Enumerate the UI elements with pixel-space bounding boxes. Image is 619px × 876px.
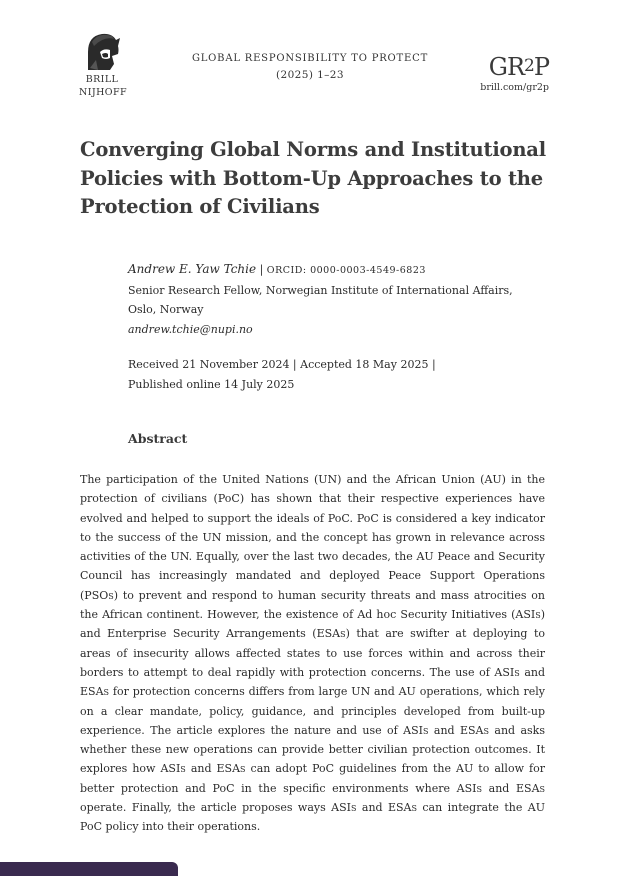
orcid-label: ORCID: xyxy=(266,265,307,276)
abstract-text: and xyxy=(428,723,460,737)
abstract-text: can adopt PoC guidelines from the AU to allow for better protection and PoC in the specific environments where xyxy=(80,762,545,795)
abbr-asi: ASIs xyxy=(515,608,541,622)
abstract-text: and asks whether these new operations can provide better civilian protection outcomes. It explores how xyxy=(80,723,545,776)
abstract-text: can integrate the AU PoC policy into their operations. xyxy=(80,801,545,834)
abbr-pso: PSOs xyxy=(84,588,114,602)
dates-line1: Received 21 November 2024 | Accepted 18 May 2025 | xyxy=(128,358,436,371)
abbr-esa: ESAs xyxy=(80,685,109,699)
abbr-asi: ASIs xyxy=(160,762,186,776)
author-line xyxy=(128,260,528,281)
abstract-text: and xyxy=(519,665,546,679)
journal-logo xyxy=(480,53,549,93)
abstract-body xyxy=(80,470,545,837)
abstract-text: ) to prevent and respond to human security threats and mass atrocities on the African continent. However, the existence of Ad hoc Security Initiatives ( xyxy=(80,588,545,622)
logo-text: GR xyxy=(488,53,525,81)
abstract-text: operate. Finally, the article proposes ways xyxy=(80,801,332,815)
logo-sup: 2 xyxy=(524,56,534,76)
orcid-id[interactable]: 0000-0003-4549-6823 xyxy=(310,265,426,276)
author-email[interactable]: andrew.tchie@nupi.no xyxy=(128,322,253,336)
abstract-heading: Abstract xyxy=(128,431,188,446)
journal-issue: (2025) 1–23 xyxy=(276,69,344,81)
journal-logo-mark xyxy=(489,53,549,80)
journal-name: GLOBAL RESPONSIBILITY TO PROTECT xyxy=(191,53,429,64)
abbr-asi: ASIs xyxy=(331,801,357,815)
journal-header xyxy=(150,51,470,83)
abbr-esa: ESAs xyxy=(516,781,545,795)
author-name: Andrew E. Yaw Tchie xyxy=(128,262,257,276)
abbr-asi: ASIs xyxy=(494,665,520,679)
abstract-text: and xyxy=(185,762,217,776)
publisher-logo xyxy=(79,30,125,98)
dates-line2: Published online 14 July 2025 xyxy=(128,377,295,391)
abbr-asi: ASIs xyxy=(456,781,482,795)
abbr-esa: ESAs xyxy=(459,723,489,737)
abstract-text: ) that are swifter at deploying to areas of insecurity allows affected states to use forces within and across their borders to attempt to deal rapidly with protection concerns. The use of xyxy=(80,627,545,679)
abstract-text: for protection concerns differs from large UN and AU operations, which rely on a clear mandate, policy, guidance, and principles developed from built-up experience. The article explores the nature and use of xyxy=(80,685,545,737)
abstract-text: ) and Enterprise Security Arrangements ( xyxy=(80,608,545,641)
abstract-text: and xyxy=(356,801,388,815)
publisher-name-line2: NIJHOFF xyxy=(79,87,127,98)
abbr-esa: ESAs xyxy=(216,762,246,776)
affiliation-line1: Senior Research Fellow, Norwegian Institute of International Affairs, xyxy=(128,283,513,297)
abstract-text: The participation of the United Nations (UN) and the African Union (AU) in the protection of civilians (PoC) has shown that their respective experiences have evolved and helped to support the ideals of PoC. PoC is considered a key indicator to the success of the UN mission, and the concept has grown in relevance across activities of the UN. Equally, over the last two decades, the AU Peace and Security Council has increasingly mandated and deployed Peace Support Operations ( xyxy=(80,473,545,602)
abbr-asi: ASIs xyxy=(403,723,429,737)
abstract-text: and xyxy=(481,781,516,795)
journal-url[interactable]: brill.com/gr2p xyxy=(480,82,549,93)
author-block xyxy=(128,260,528,339)
abbr-esa: ESAs xyxy=(387,801,417,815)
footer-tab xyxy=(0,862,178,876)
publication-dates xyxy=(128,355,528,394)
author-separator: | xyxy=(256,263,267,276)
abbr-esa: ESAs xyxy=(316,627,346,641)
affiliation-line2: Oslo, Norway xyxy=(128,303,204,316)
logo-end: P xyxy=(533,53,549,81)
brill-helmet-icon xyxy=(82,30,122,72)
article-title: Converging Global Norms and Institutional Policies with Bottom-Up Approaches to the Protection of Civilians xyxy=(80,138,546,218)
publisher-name-line1: BRILL xyxy=(85,74,119,85)
